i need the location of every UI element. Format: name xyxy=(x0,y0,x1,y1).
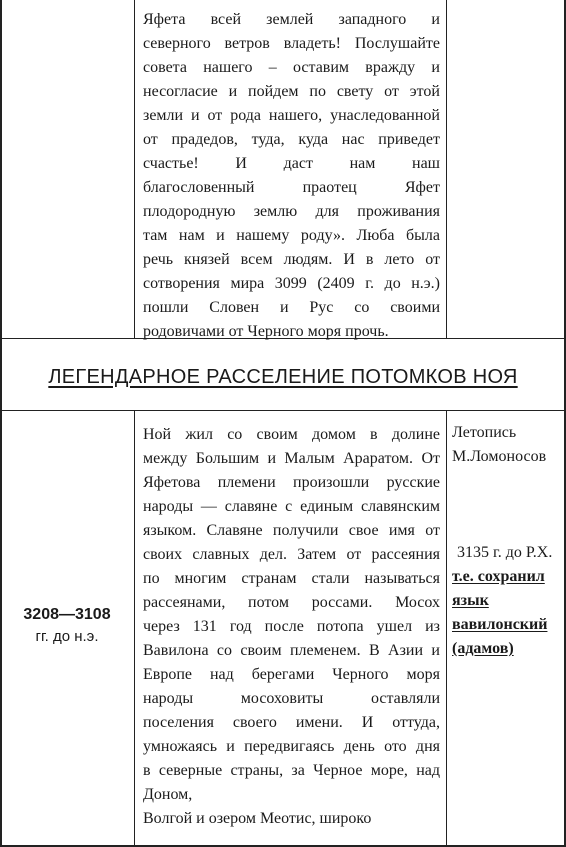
text-line: народы — славяне с единым славянским xyxy=(143,498,440,515)
source-line: Летопись xyxy=(452,424,517,441)
spacer xyxy=(452,469,562,541)
note-bold-line: вавилонский xyxy=(452,616,548,633)
source-line: М.Ломоносов xyxy=(452,448,547,465)
text-line: Волгой и озером Меотис, широко xyxy=(143,810,372,827)
date-cell xyxy=(0,604,134,648)
text-line: родовичами от Черного моря прочь. xyxy=(143,323,389,340)
text-line: северного ветров владеть! Послушайте xyxy=(143,35,440,52)
row-divider xyxy=(0,410,566,411)
column-divider xyxy=(446,0,447,338)
text-line: сотворения мира 3099 (2409 г. до н.э.) xyxy=(143,275,440,292)
text-line: Яфета всей землей западного и xyxy=(143,11,440,28)
note-bold-line: т.е. сохранил xyxy=(452,568,545,585)
bottom-row-text xyxy=(143,423,440,831)
source-cell xyxy=(452,421,562,661)
text-line: речь князей всем людям. И в лето от xyxy=(143,251,440,268)
table-border-left xyxy=(0,0,2,847)
column-divider xyxy=(134,410,135,847)
date-era: гг. до н.э. xyxy=(35,628,99,645)
note-bold-line: язык xyxy=(452,592,489,609)
text-line: своих славных дел. Затем от рассеяния xyxy=(143,546,440,563)
column-divider xyxy=(134,0,135,338)
top-row-text xyxy=(143,8,440,344)
text-line: между Большим и Малым Араратом. От xyxy=(143,450,440,467)
text-line: по многим странам стали называться xyxy=(143,570,440,587)
text-line: поселения своего имени. И оттуда, xyxy=(143,714,440,731)
text-line: рассеянами, потом россами. Мосох xyxy=(143,594,440,611)
text-line: умножаясь и передвигаясь день ото дня xyxy=(143,738,440,755)
text-line: через 131 год после потопа ушел из xyxy=(143,618,440,635)
text-line: плодородную землю для проживания xyxy=(143,203,440,220)
text-line: там нам и нашему роду». Люба была xyxy=(143,227,440,244)
text-line: совета нашего – оставим вражду и xyxy=(143,59,440,76)
text-line: в северные страны, за Черное море, над xyxy=(143,762,440,779)
text-line: Доном, xyxy=(143,786,193,803)
text-line: несогласие и пойдем по свету от этой xyxy=(143,83,440,100)
text-line: благословенный праотец Яфет xyxy=(143,179,440,196)
text-line: земли и от рода нашего, унаследованной xyxy=(143,107,440,124)
date-range: 3208—3108 xyxy=(23,606,111,623)
text-line: Ной жил со своим домом в долине xyxy=(143,426,440,443)
text-line: от прадедов, туда, куда нас приведет xyxy=(143,131,440,148)
note-date: 3135 г. до Р.Х. xyxy=(457,544,553,561)
section-heading xyxy=(0,366,566,389)
text-line: Вавилона со своим племенем. В Азии и xyxy=(143,642,440,659)
text-line: народы мосоховиты оставляли xyxy=(143,690,440,707)
text-line: Европе над берегами Черного моря xyxy=(143,666,440,683)
text-line: счастье! И даст нам наш xyxy=(143,155,440,172)
column-divider xyxy=(446,410,447,847)
note-bold-line: (адамов) xyxy=(452,640,514,657)
text-line: пошли Словен и Рус со своими xyxy=(143,299,440,316)
text-line: языком. Славяне получили свое имя от xyxy=(143,522,440,539)
section-heading-text: ЛЕГЕНДАРНОЕ РАССЕЛЕНИЕ ПОТОМКОВ НОЯ xyxy=(48,366,518,388)
text-line: Яфетова племени произошли русские xyxy=(143,474,440,491)
